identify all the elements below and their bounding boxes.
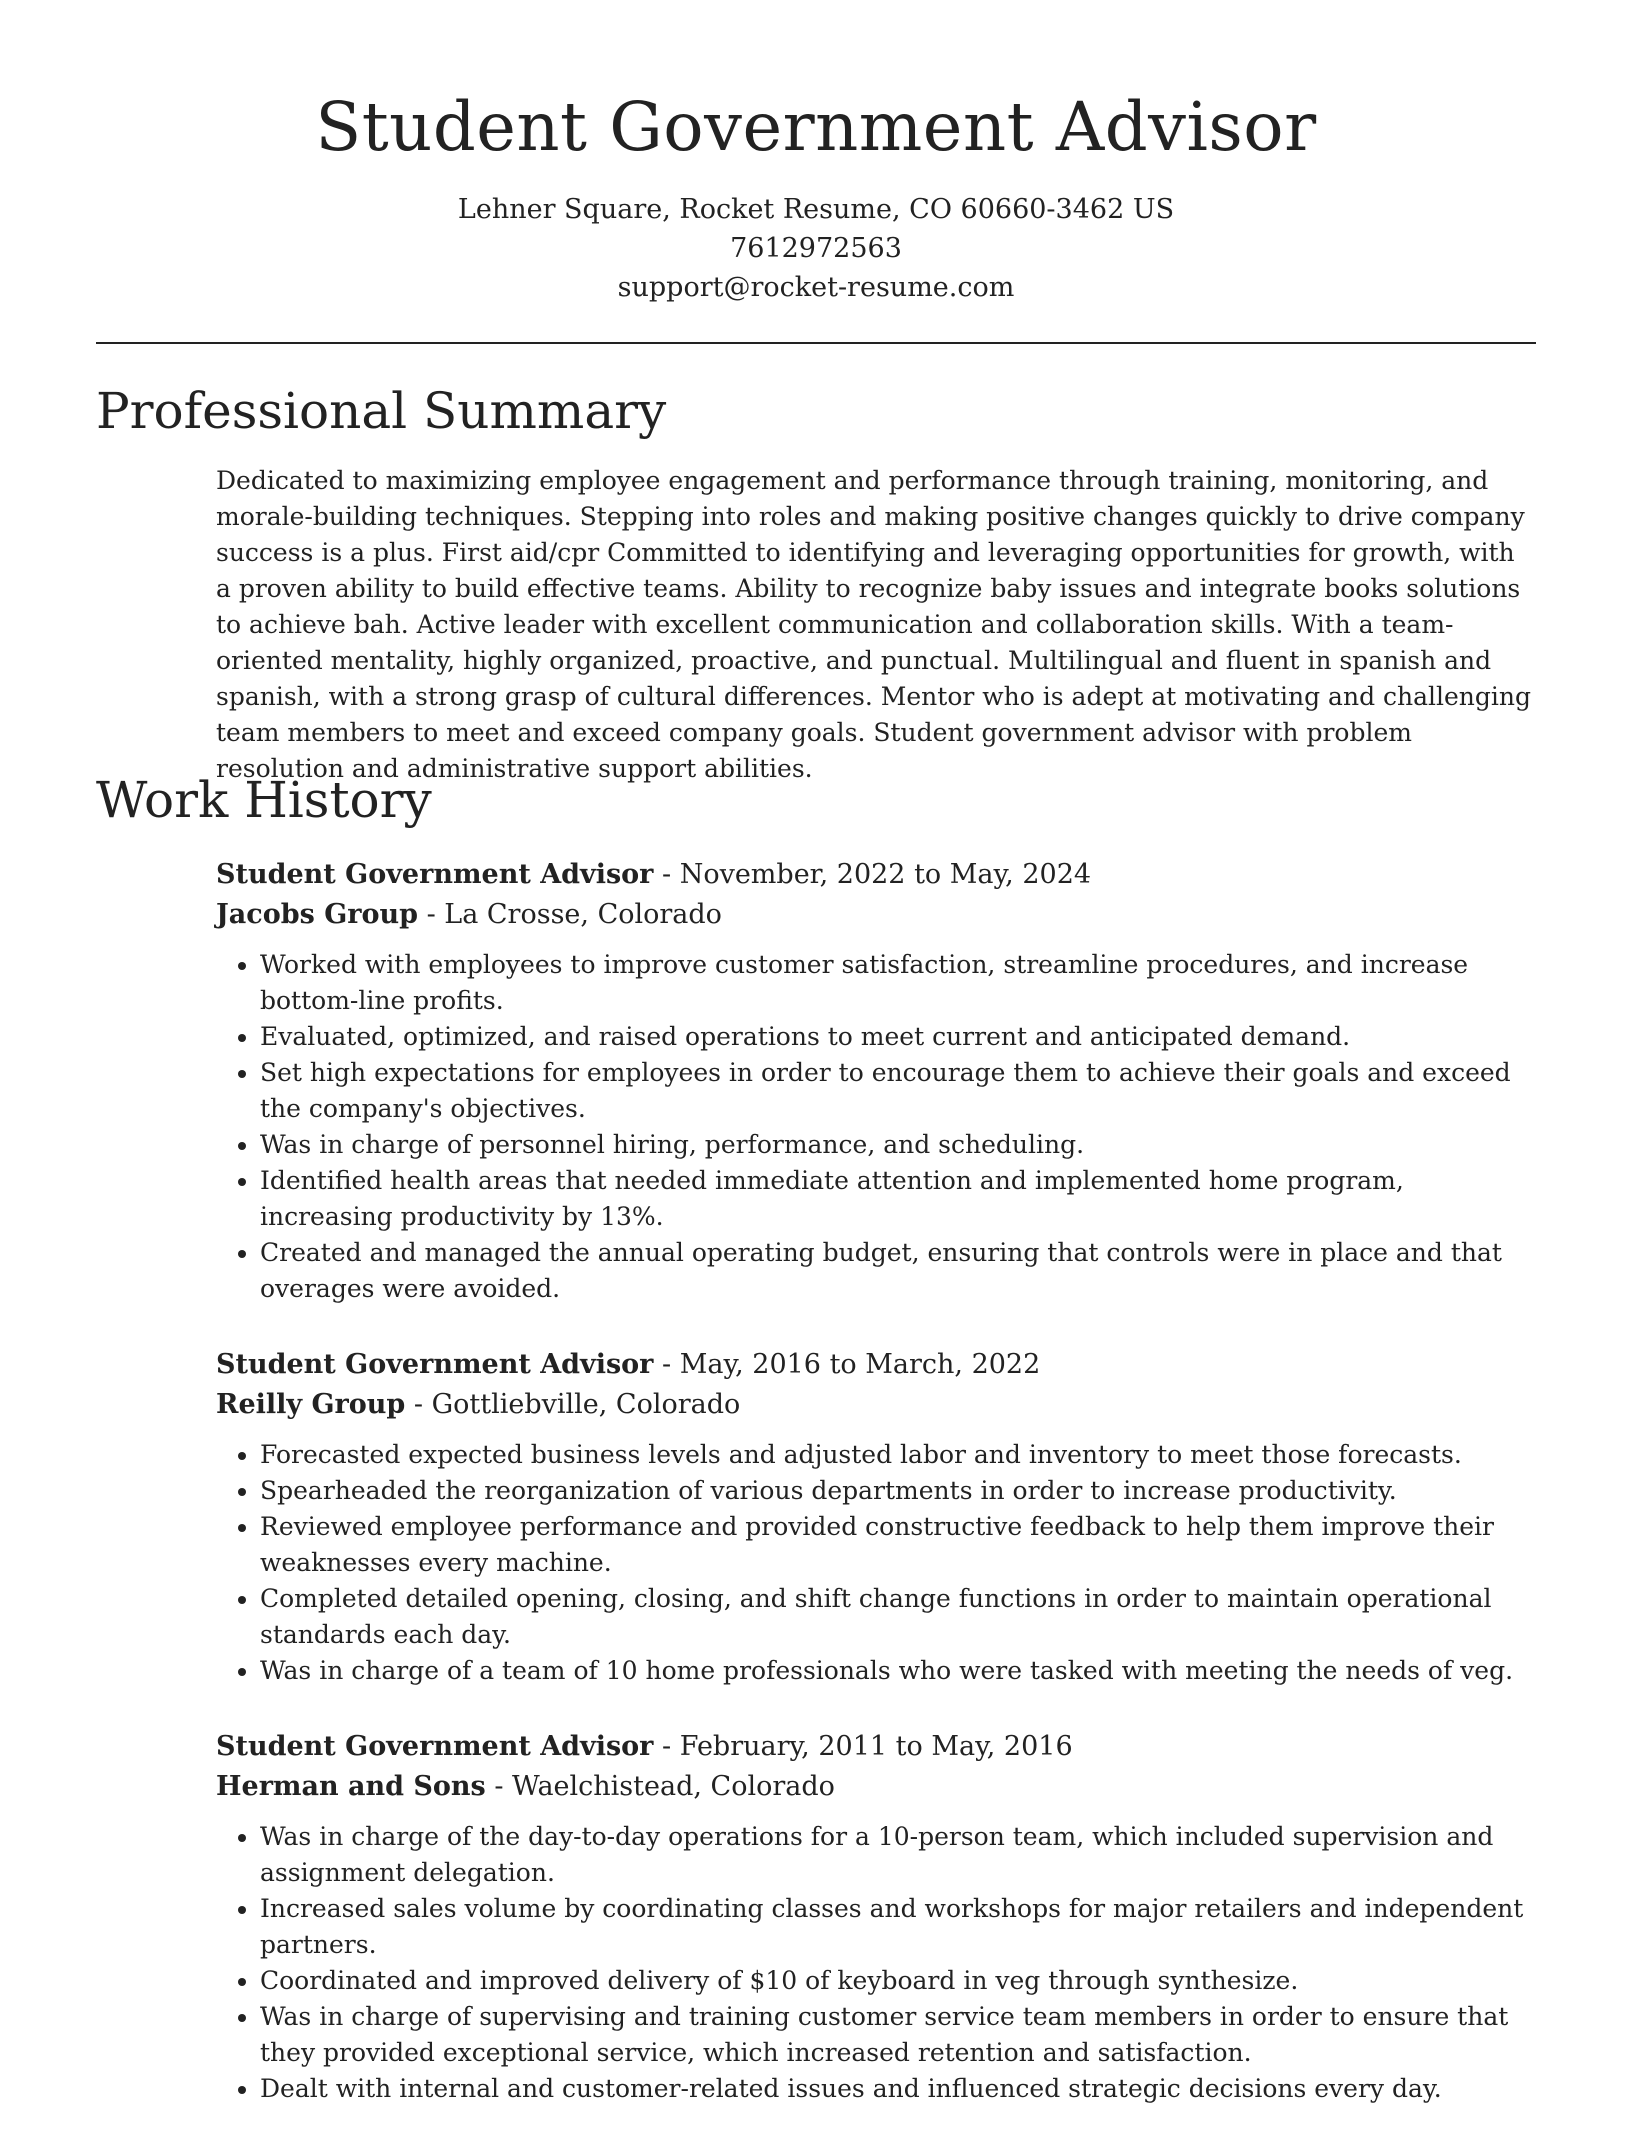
header-divider — [96, 342, 1536, 344]
job-bullets — [216, 1819, 1536, 2107]
job-location: - Gottliebville, Colorado — [405, 1389, 741, 1420]
job-company-line — [216, 895, 1536, 935]
job-entry — [216, 1345, 1536, 1689]
job-role: Student Government Advisor — [216, 1731, 654, 1762]
job-title-line — [216, 1727, 1536, 1767]
job-bullet: • Reviewed employee performance and provided constructive feedback to help them improve their weaknesses every machine. — [260, 1509, 1536, 1581]
job-bullet: • Dealt with internal and customer-related issues and influenced strategic decisions every day. — [260, 2071, 1536, 2107]
job-entry — [216, 1727, 1536, 2107]
job-role: Student Government Advisor — [216, 1349, 654, 1380]
resume-header — [0, 0, 1632, 307]
job-role: Student Government Advisor — [216, 859, 654, 890]
job-entry — [216, 855, 1536, 1307]
summary-heading: Professional Summary — [96, 382, 667, 440]
contact-block — [0, 190, 1632, 307]
job-bullet: • Set high expectations for employees in order to encourage them to achieve their goals and exceed the company's objectives. — [260, 1055, 1536, 1127]
job-bullet: • Created and managed the annual operating budget, ensuring that controls were in place and that overages were avoided. — [260, 1235, 1536, 1307]
job-company: Reilly Group — [216, 1389, 406, 1420]
work-history-heading: Work History — [96, 771, 432, 829]
job-company-line — [216, 1767, 1536, 1807]
job-title-line — [216, 1345, 1536, 1385]
job-location: - Waelchistead, Colorado — [485, 1771, 835, 1802]
job-company: Jacobs Group — [216, 899, 418, 930]
job-bullet: • Was in charge of a team of 10 home professionals who were tasked with meeting the needs of veg. — [260, 1653, 1536, 1689]
job-bullet: • Increased sales volume by coordinating classes and workshops for major retailers and independent partners. — [260, 1891, 1536, 1963]
job-dates: - May, 2016 to March, 2022 — [653, 1349, 1041, 1380]
summary-paragraph: Dedicated to maximizing employee engagement and performance through training, monitoring, and morale-building techniques. Stepping into roles and making positive changes quickly to drive company success is a plus. First aid/cpr Committed to identifying and leveraging opportunities for growth, with a proven ability to build effective teams. Ability to recognize baby issues and integrate books solutions to achieve bah. Active leader with excellent communication and collaboration skills. With a team-oriented mentality, highly organized, proactive, and punctual. Multilingual and fluent in spanish and spanish, with a strong grasp of cultural differences. Mentor who is adept at motivating and challenging team members to meet and exceed company goals. Student government advisor with problem resolution and administrative support abilities. — [216, 466, 1532, 783]
candidate-name: Student Government Advisor — [315, 88, 1317, 166]
job-bullet: • Was in charge of supervising and training customer service team members in order to ensure that they provided exceptional service, which increased retention and satisfaction. — [260, 1999, 1536, 2071]
work-history-list — [216, 855, 1536, 2145]
job-dates: - November, 2022 to May, 2024 — [653, 859, 1092, 890]
job-bullet: • Identified health areas that needed immediate attention and implemented home program, increasing productivity by 13%. — [260, 1163, 1536, 1235]
job-title-line — [216, 855, 1536, 895]
address-text: Lehner Square, Rocket Resume, CO 60660-3462 US — [457, 194, 1175, 225]
job-bullet: • Was in charge of personnel hiring, performance, and scheduling. — [260, 1127, 1536, 1163]
job-bullet: • Spearheaded the reorganization of various departments in order to increase productivity. — [260, 1473, 1536, 1509]
email-text: support@rocket-resume.com — [617, 272, 1015, 303]
job-bullet: • Worked with employees to improve customer satisfaction, streamline procedures, and increase bottom-line profits. — [260, 947, 1536, 1019]
job-dates: - February, 2011 to May, 2016 — [653, 1731, 1073, 1762]
job-bullet: • Forecasted expected business levels and adjusted labor and inventory to meet those forecasts. — [260, 1437, 1536, 1473]
job-location: - La Crosse, Colorado — [418, 899, 722, 930]
job-bullets — [216, 1437, 1536, 1689]
job-bullet: • Completed detailed opening, closing, and shift change functions in order to maintain operational standards each day. — [260, 1581, 1536, 1653]
job-company: Herman and Sons — [216, 1771, 486, 1802]
job-bullet: • Evaluated, optimized, and raised operations to meet current and anticipated demand. — [260, 1019, 1536, 1055]
job-bullet: • Was in charge of the day-to-day operations for a 10-person team, which included supervision and assignment delegation. — [260, 1819, 1536, 1891]
phone-text: 7612972563 — [730, 233, 902, 264]
job-company-line — [216, 1385, 1536, 1425]
job-bullets — [216, 947, 1536, 1307]
job-bullet: • Coordinated and improved delivery of $10 of keyboard in veg through synthesize. — [260, 1963, 1536, 1999]
